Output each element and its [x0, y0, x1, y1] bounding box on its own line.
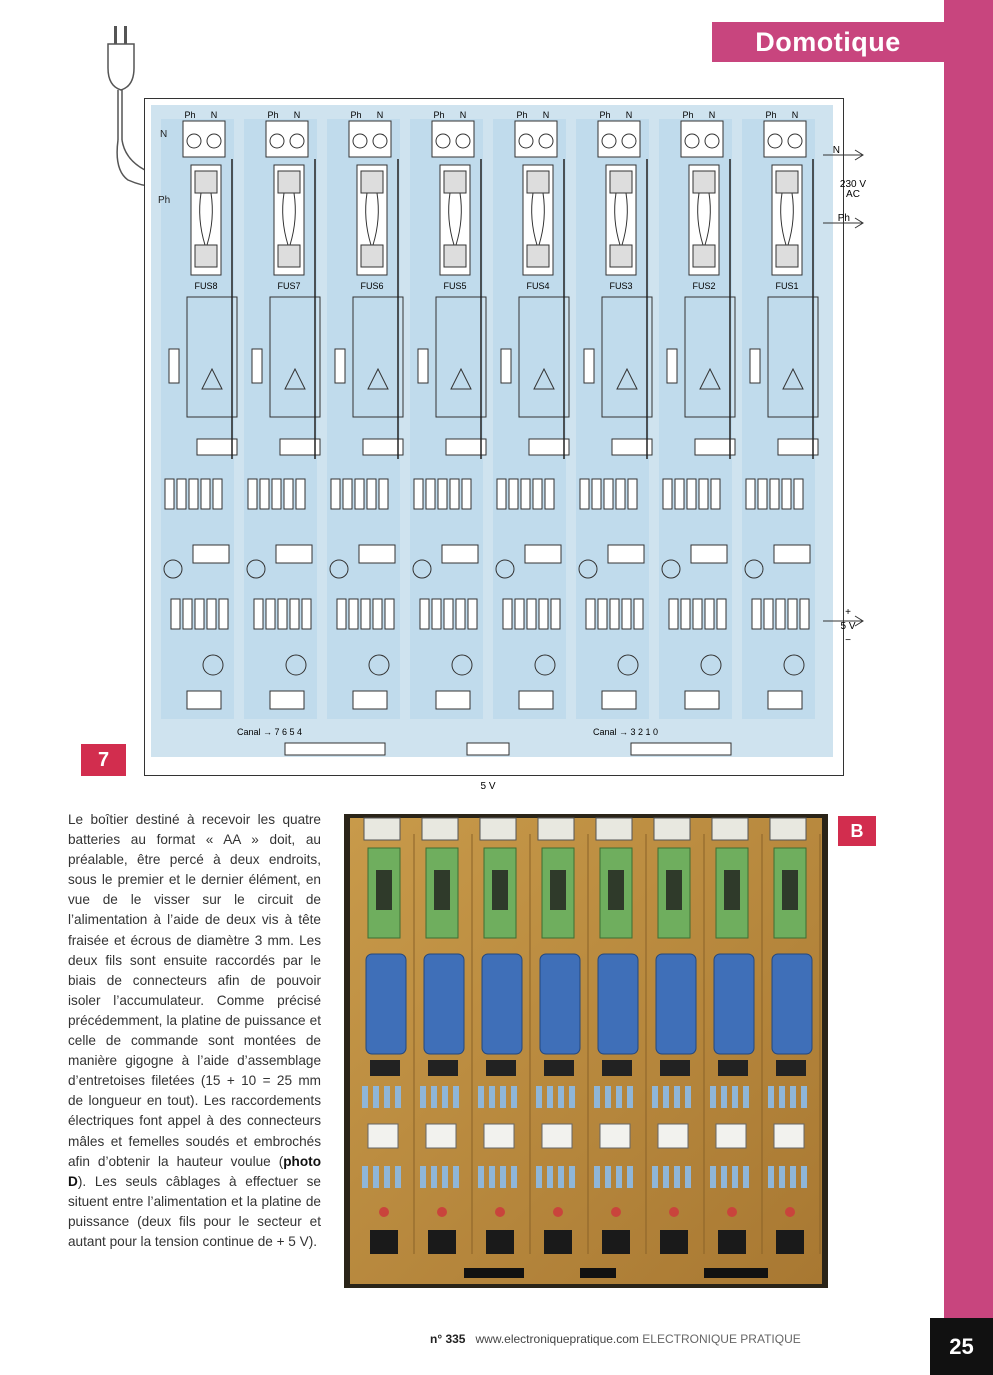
connector-left — [285, 743, 385, 755]
pcb-channel — [327, 110, 403, 719]
photo-badge: B — [838, 816, 876, 846]
terminal-ph-label: Ph — [516, 110, 528, 120]
pcb-channel — [659, 110, 735, 719]
terminal-n-label: N — [625, 110, 633, 120]
page-footer — [430, 1332, 801, 1346]
assembled-board-photo — [344, 814, 828, 1288]
plug-n-label: N — [160, 129, 168, 140]
bottom-5v-label: 5 V — [480, 781, 496, 792]
terminal-ph-label: Ph — [350, 110, 362, 120]
canal-right-label: Canal → 3 2 1 0 — [593, 727, 659, 737]
terminal-ph-label: Ph — [184, 110, 196, 120]
dc-minus-label: − — [845, 635, 851, 646]
body-paragraph — [68, 810, 321, 1252]
connector-right — [631, 743, 731, 755]
terminal-ph-label: Ph — [433, 110, 445, 120]
pcb-channel — [244, 110, 320, 719]
magenta-sidebar — [944, 0, 993, 1375]
fuse-label: FUS5 — [443, 281, 467, 291]
pcb-channel — [576, 110, 652, 719]
dc-5v-label: 5 V — [840, 621, 856, 632]
terminal-ph-label: Ph — [267, 110, 279, 120]
fuse-label: FUS3 — [609, 281, 633, 291]
body-text-1: Le boîtier destiné à recevoir les quatre batteries au format « AA » doit, au préalable, être percé à deux endroits, sous le premier et le dernier élément, en vue de le visser sur le circuit de l’alimentation à l’aide de deux vis à tête fraisée et écrous de diamètre 3 mm. Les deux fils sont ensuite raccordés par le biais de connecteurs afin de pouvoir isoler l’accumulateur. Comme précisé précédemment, la platine de puissance et celle de commande sont montées de manière gigogne à l’aide d’assemblage d’entretoises filetées (15 + 10 = 25 mm de longueur en tout). Les raccordements électriques font appel à des connecteurs mâles et femelles soudés et embrochés afin d’obtenir la hauteur voulue ( — [68, 812, 321, 1169]
mains-ph-label: Ph — [837, 213, 850, 224]
fuse-label: FUS6 — [360, 281, 384, 291]
fuse-label: FUS2 — [692, 281, 716, 291]
pcb-channel — [410, 110, 486, 719]
fuse-label: FUS4 — [526, 281, 550, 291]
fuse-label: FUS1 — [775, 281, 799, 291]
figure-number-badge: 7 — [81, 744, 126, 776]
terminal-n-label: N — [708, 110, 716, 120]
issue-number: n° 335 — [430, 1332, 466, 1346]
connector-5v — [467, 743, 509, 755]
terminal-n-label: N — [542, 110, 550, 120]
ac-label-2: AC — [846, 189, 860, 200]
website-url: www.electroniquepratique.com — [475, 1332, 639, 1346]
magazine-name: ELECTRONIQUE PRATIQUE — [642, 1332, 801, 1346]
terminal-ph-label: Ph — [682, 110, 694, 120]
fuse-label: FUS7 — [277, 281, 301, 291]
terminal-ph-label: Ph — [599, 110, 611, 120]
section-title: Domotique — [712, 22, 944, 62]
dc-plus-label: + — [845, 607, 851, 618]
body-text-2: ). Les seuls câblages à effectuer se situent entre l’alimentation et la platine de puissance (deux fils pour le secteur et autant pour la tension continue de + 5 V). — [68, 1173, 321, 1249]
terminal-n-label: N — [459, 110, 467, 120]
photo-reference: photo D — [68, 1153, 321, 1189]
terminal-n-label: N — [376, 110, 384, 120]
terminal-n-label: N — [791, 110, 799, 120]
page-number: 25 — [949, 1333, 974, 1359]
ac-label-1: 230 V — [839, 179, 867, 190]
pcb-layout-figure — [144, 98, 867, 792]
pcb-channel — [493, 110, 569, 719]
mains-wire-labels — [150, 120, 180, 220]
fuse-label: FUS8 — [194, 281, 218, 291]
canal-left-label: Canal → 7 6 5 4 — [237, 727, 303, 737]
pcb-channel — [742, 110, 818, 719]
terminal-n-label: N — [293, 110, 301, 120]
terminal-n-label: N — [210, 110, 218, 120]
plug-ph-label: Ph — [158, 195, 171, 206]
terminal-ph-label: Ph — [765, 110, 777, 120]
mains-n-label: N — [832, 145, 840, 156]
